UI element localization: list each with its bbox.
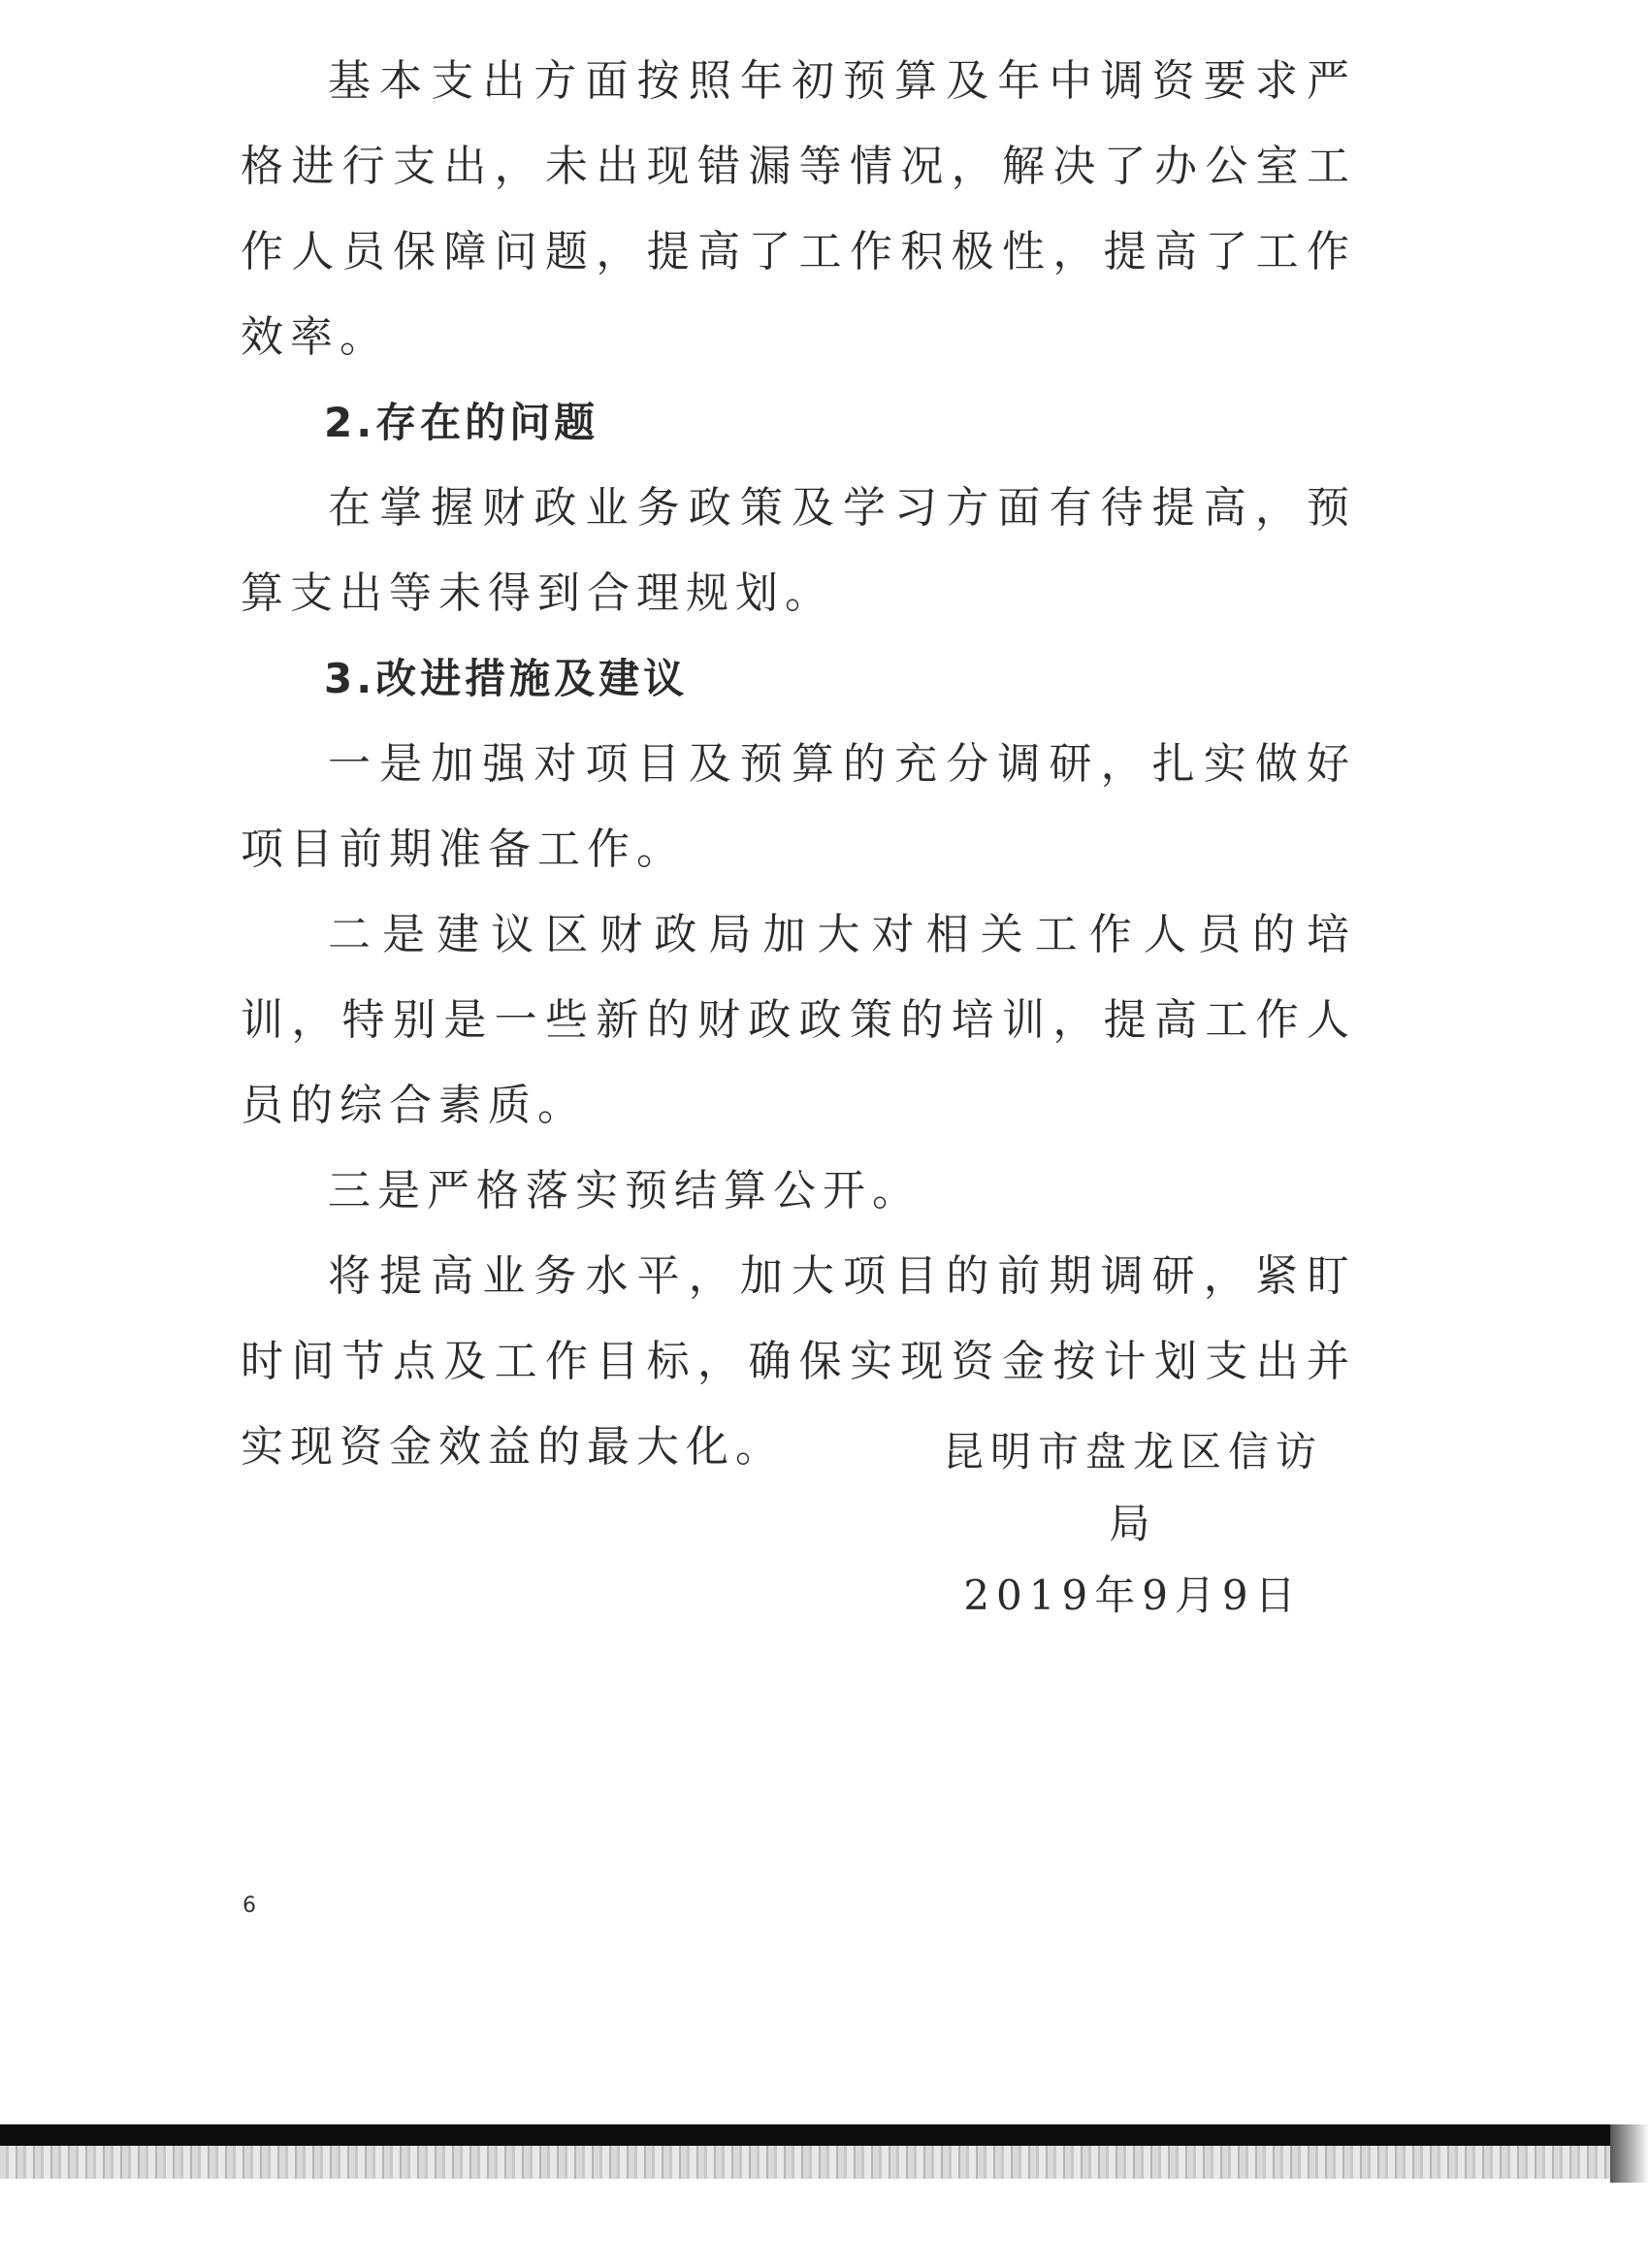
paragraph-basic-expenditure: 基本支出方面按照年初预算及年中调资要求严格进行支出，未出现错漏等情况，解决了办公室工作人员保障问题，提高了工作积极性，提高了工作效率。 bbox=[241, 56, 1356, 362]
signature-block bbox=[929, 1416, 1337, 1632]
paragraph-improvement-2: 二是建议区财政局加大对相关工作人员的培训，特别是一些新的财政政策的培训，提高工作人员的综合素质。 bbox=[241, 910, 1356, 1130]
paragraph-conclusion: 将提高业务水平，加大项目的前期调研，紧盯时间节点及工作目标，确保实现资金按计划支出并实现资金效益的最大化。 bbox=[241, 1251, 1356, 1472]
scan-edge-corner bbox=[1610, 2124, 1649, 2183]
section-heading-improvements: 3.改进措施及建议 bbox=[324, 655, 689, 702]
paragraph-improvement-1: 一是加强对项目及预算的充分调研，扎实做好项目前期准备工作。 bbox=[241, 739, 1356, 874]
document-body bbox=[241, 39, 1356, 1490]
page-number: 6 bbox=[242, 1894, 256, 1918]
paragraph-improvement-3: 三是严格落实预结算公开。 bbox=[328, 1166, 922, 1215]
scan-edge-bar bbox=[0, 2124, 1649, 2146]
signature-date: 2019年9月9日 bbox=[963, 1571, 1303, 1619]
scan-edge-streak bbox=[0, 2146, 1610, 2179]
section-heading-problems: 2.存在的问题 bbox=[324, 399, 599, 446]
signature-organization: 昆明市盘龙区信访局 bbox=[942, 1428, 1323, 1547]
paragraph-problems: 在掌握财政业务政策及学习方面有待提高，预算支出等未得到合理规划。 bbox=[241, 483, 1356, 618]
